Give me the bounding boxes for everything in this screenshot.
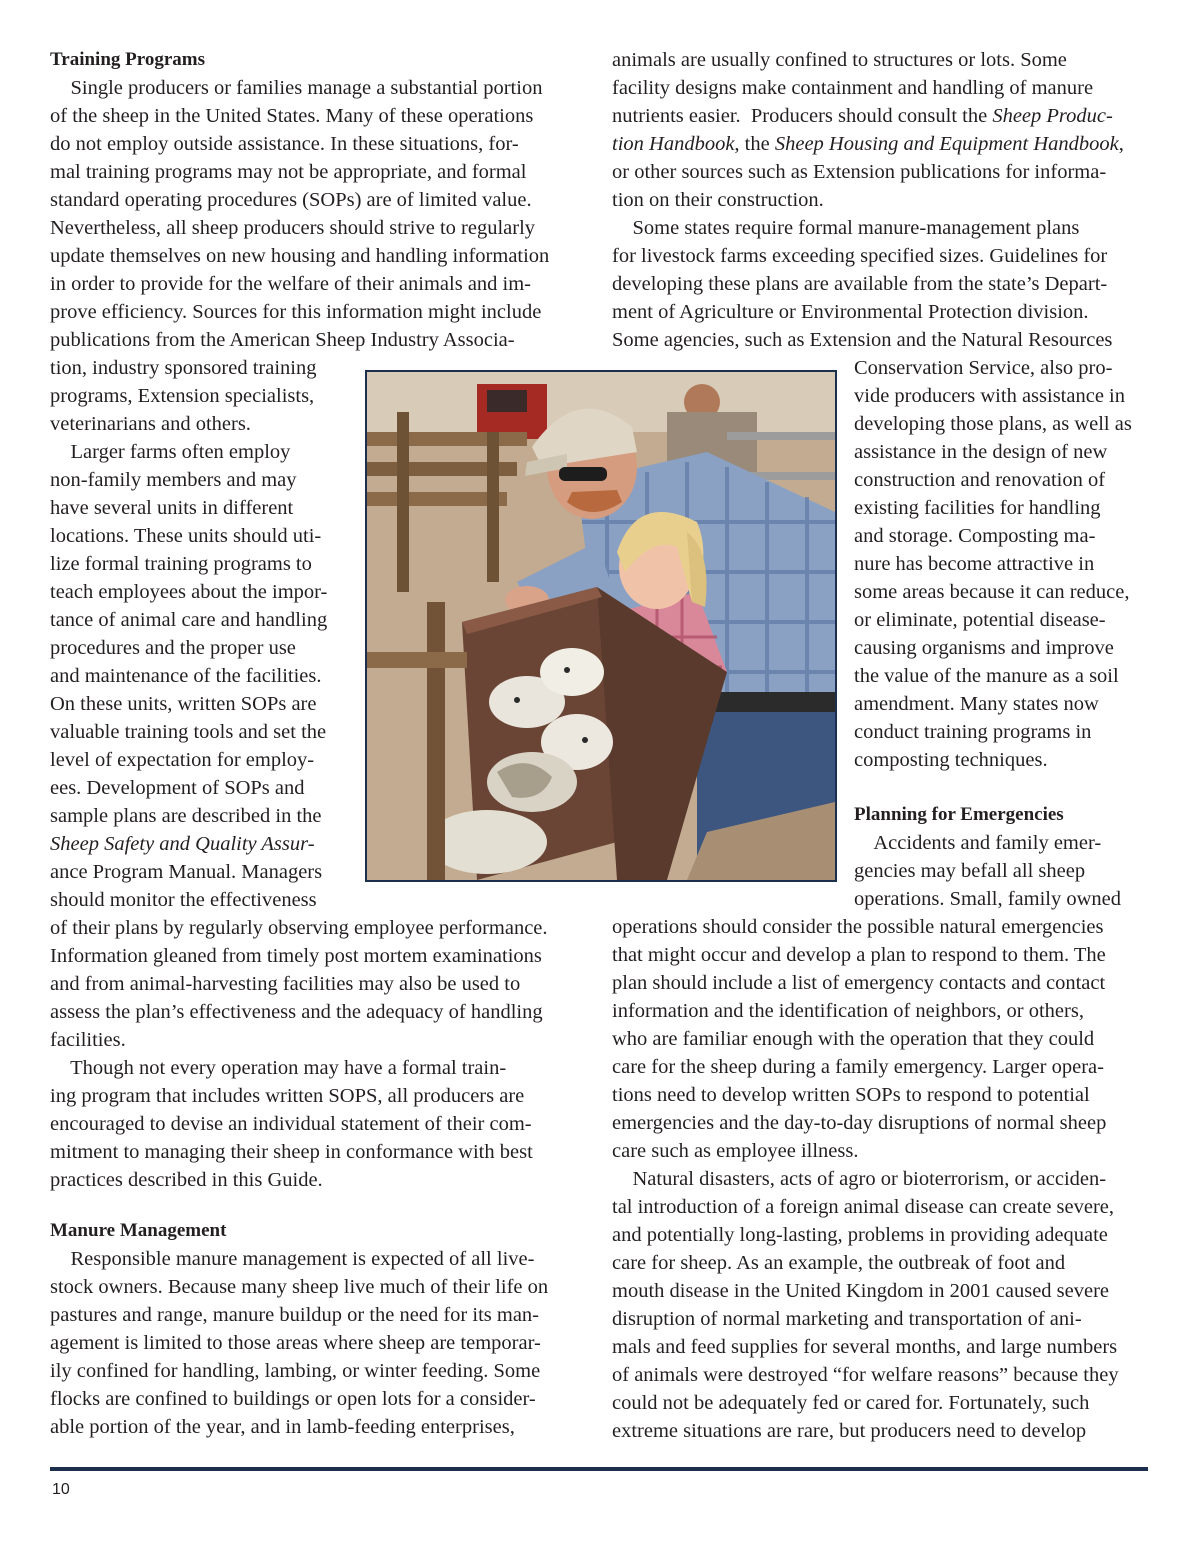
body-text: , — [1118, 133, 1124, 155]
body-line: assistance in the design of new — [854, 441, 1108, 463]
body-line: should monitor the effectiveness — [50, 889, 317, 911]
body-line: prove efficiency. Sources for this information might include — [50, 301, 542, 323]
body-line: do not employ outside assistance. In these situations, for- — [50, 133, 519, 155]
body-line: sample plans are described in the — [50, 805, 322, 827]
body-line: procedures and the proper use — [50, 637, 296, 659]
body-line: could not be adequately fed or cared for. Fortunately, such — [612, 1392, 1090, 1414]
body-line: Some agencies, such as Extension and the Natural Resources — [612, 329, 1113, 351]
book-title-italic: Sheep Produc- — [992, 105, 1113, 127]
body-line: ees. Development of SOPs and — [50, 777, 305, 799]
body-line: composting techniques. — [854, 749, 1048, 771]
body-line: and storage. Composting ma- — [854, 525, 1096, 547]
page-number: 10 — [52, 1481, 70, 1498]
body-line: agement is limited to those areas where sheep are temporar- — [50, 1332, 541, 1354]
body-line: ily confined for handling, lambing, or winter feeding. Some — [50, 1360, 541, 1382]
body-line: care for the sheep during a family emergency. Larger opera- — [612, 1056, 1104, 1078]
body-line: veterinarians and others. — [50, 413, 251, 435]
body-line: tal introduction of a foreign animal disease can create severe, — [612, 1196, 1115, 1218]
photo-man-girl-sheep — [365, 370, 837, 882]
body-line: On these units, written SOPs are — [50, 693, 317, 715]
body-line: Though not every operation may have a formal train- — [50, 1057, 507, 1079]
body-line: plan should include a list of emergency contacts and contact — [612, 972, 1106, 994]
body-text: , the — [734, 133, 775, 155]
body-line: disruption of normal marketing and transportation of ani- — [612, 1308, 1082, 1330]
body-line: that might occur and develop a plan to respond to them. The — [612, 944, 1106, 966]
body-line: assess the plan’s effectiveness and the adequacy of handling — [50, 1001, 543, 1023]
body-line: lize formal training programs to — [50, 553, 312, 575]
body-line: operations. Small, family owned — [854, 888, 1122, 910]
body-line: in order to provide for the welfare of their animals and im- — [50, 273, 532, 295]
body-line: vide producers with assistance in — [854, 385, 1125, 407]
body-line: extreme situations are rare, but producers need to develop — [612, 1420, 1087, 1442]
body-line: information and the identification of neighbors, or others, — [612, 1000, 1084, 1022]
body-line: pastures and range, manure buildup or the need for its man- — [50, 1304, 539, 1326]
body-line: encouraged to devise an individual statement of their com- — [50, 1113, 532, 1135]
body-line: of their plans by regularly observing employee performance. — [50, 917, 548, 939]
body-line: amendment. Many states now — [854, 693, 1099, 715]
body-line: some areas because it can reduce, — [854, 581, 1130, 603]
body-line: Single producers or families manage a substantial portion — [50, 77, 543, 99]
body-line: ing program that includes written SOPS, all producers are — [50, 1085, 525, 1107]
body-line: nure has become attractive in — [854, 553, 1095, 575]
body-line: mitment to managing their sheep in conformance with best — [50, 1141, 533, 1163]
body-line: for livestock farms exceeding specified sizes. Guidelines for — [612, 245, 1108, 267]
body-line — [612, 130, 1124, 158]
heading-manure-management: Manure Management — [50, 1220, 227, 1241]
body-line: of the sheep in the United States. Many of these operations — [50, 105, 534, 127]
body-line: conduct training programs in — [854, 721, 1092, 743]
body-line: Accidents and family emer- — [854, 832, 1102, 854]
body-line: mouth disease in the United Kingdom in 2001 caused severe — [612, 1280, 1110, 1302]
body-line: mals and feed supplies for several months, and large numbers — [612, 1336, 1118, 1358]
body-line: or eliminate, potential disease- — [854, 609, 1106, 631]
heading-training-programs: Training Programs — [50, 49, 205, 70]
body-line: facilities. — [50, 1029, 126, 1051]
body-line: ance Program Manual. Managers — [50, 861, 323, 883]
body-line: care such as employee illness. — [612, 1140, 859, 1162]
body-text: nutrients easier. Producers should consult the — [612, 105, 993, 127]
body-line: teach employees about the impor- — [50, 581, 328, 603]
body-line: developing those plans, as well as — [854, 413, 1132, 435]
body-line: update themselves on new housing and handling information — [50, 245, 550, 267]
body-line: causing organisms and improve — [854, 637, 1114, 659]
photo-illustration — [367, 372, 835, 880]
body-line: Some states require formal manure-management plans — [612, 217, 1080, 239]
body-line: Natural disasters, acts of agro or bioterrorism, or acciden- — [612, 1168, 1107, 1190]
body-line: existing facilities for handling — [854, 497, 1101, 519]
body-line: valuable training tools and set the — [50, 721, 327, 743]
body-line: gencies may befall all sheep — [854, 860, 1086, 882]
body-line: mal training programs may not be appropriate, and formal — [50, 161, 527, 183]
body-line: Nevertheless, all sheep producers should strive to regularly — [50, 217, 536, 239]
body-line: able portion of the year, and in lamb-feeding enterprises, — [50, 1416, 515, 1438]
body-line: tions need to develop written SOPs to respond to potential — [612, 1084, 1090, 1106]
body-line — [612, 102, 1113, 130]
book-title-italic: tion Handbook — [612, 133, 735, 155]
body-line: animals are usually confined to structures or lots. Some — [612, 49, 1067, 71]
book-title-italic: Sheep Housing and Equipment Handbook — [774, 133, 1119, 155]
body-line: Responsible manure management is expected of all live- — [50, 1248, 535, 1270]
body-line: and potentially long-lasting, problems in providing adequate — [612, 1224, 1108, 1246]
body-line: Information gleaned from timely post mortem examinations — [50, 945, 542, 967]
body-line: and maintenance of the facilities. — [50, 665, 322, 687]
body-line: care for sheep. As an example, the outbreak of foot and — [612, 1252, 1066, 1274]
body-line: the value of the manure as a soil — [854, 665, 1119, 687]
body-line: construction and renovation of — [854, 469, 1106, 491]
body-line: who are familiar enough with the operation that they could — [612, 1028, 1095, 1050]
body-line: level of expectation for employ- — [50, 749, 315, 771]
body-line: standard operating procedures (SOPs) are of limited value. — [50, 189, 532, 211]
body-line: have several units in different — [50, 497, 294, 519]
body-line: or other sources such as Extension publications for informa- — [612, 161, 1107, 183]
body-line-italic-title: Sheep Safety and Quality Assur- — [50, 833, 315, 855]
body-line: Conservation Service, also pro- — [854, 357, 1113, 379]
body-line: Larger farms often employ — [50, 441, 291, 463]
heading-planning-for-emergencies: Planning for Emergencies — [854, 804, 1064, 825]
body-line: non-family members and may — [50, 469, 297, 491]
footer-rule — [50, 1467, 1148, 1471]
body-line: developing these plans are available from the state’s Depart- — [612, 273, 1108, 295]
body-line: and from animal-harvesting facilities may also be used to — [50, 973, 521, 995]
body-line: of animals were destroyed “for welfare reasons” because they — [612, 1364, 1119, 1386]
body-line: emergencies and the day-to-day disruptions of normal sheep — [612, 1112, 1107, 1134]
body-line: operations should consider the possible natural emergencies — [612, 916, 1104, 938]
body-line: practices described in this Guide. — [50, 1169, 323, 1191]
body-line: tion on their construction. — [612, 189, 824, 211]
body-line: tion, industry sponsored training — [50, 357, 317, 379]
body-line: ment of Agriculture or Environmental Protection division. — [612, 301, 1089, 323]
body-line: facility designs make containment and handling of manure — [612, 77, 1094, 99]
body-line: stock owners. Because many sheep live much of their life on — [50, 1276, 549, 1298]
body-line: flocks are confined to buildings or open lots for a consider- — [50, 1388, 536, 1410]
body-line: publications from the American Sheep Industry Associa- — [50, 329, 515, 351]
body-line: locations. These units should uti- — [50, 525, 322, 547]
body-line: programs, Extension specialists, — [50, 385, 315, 407]
body-line: tance of animal care and handling — [50, 609, 328, 631]
